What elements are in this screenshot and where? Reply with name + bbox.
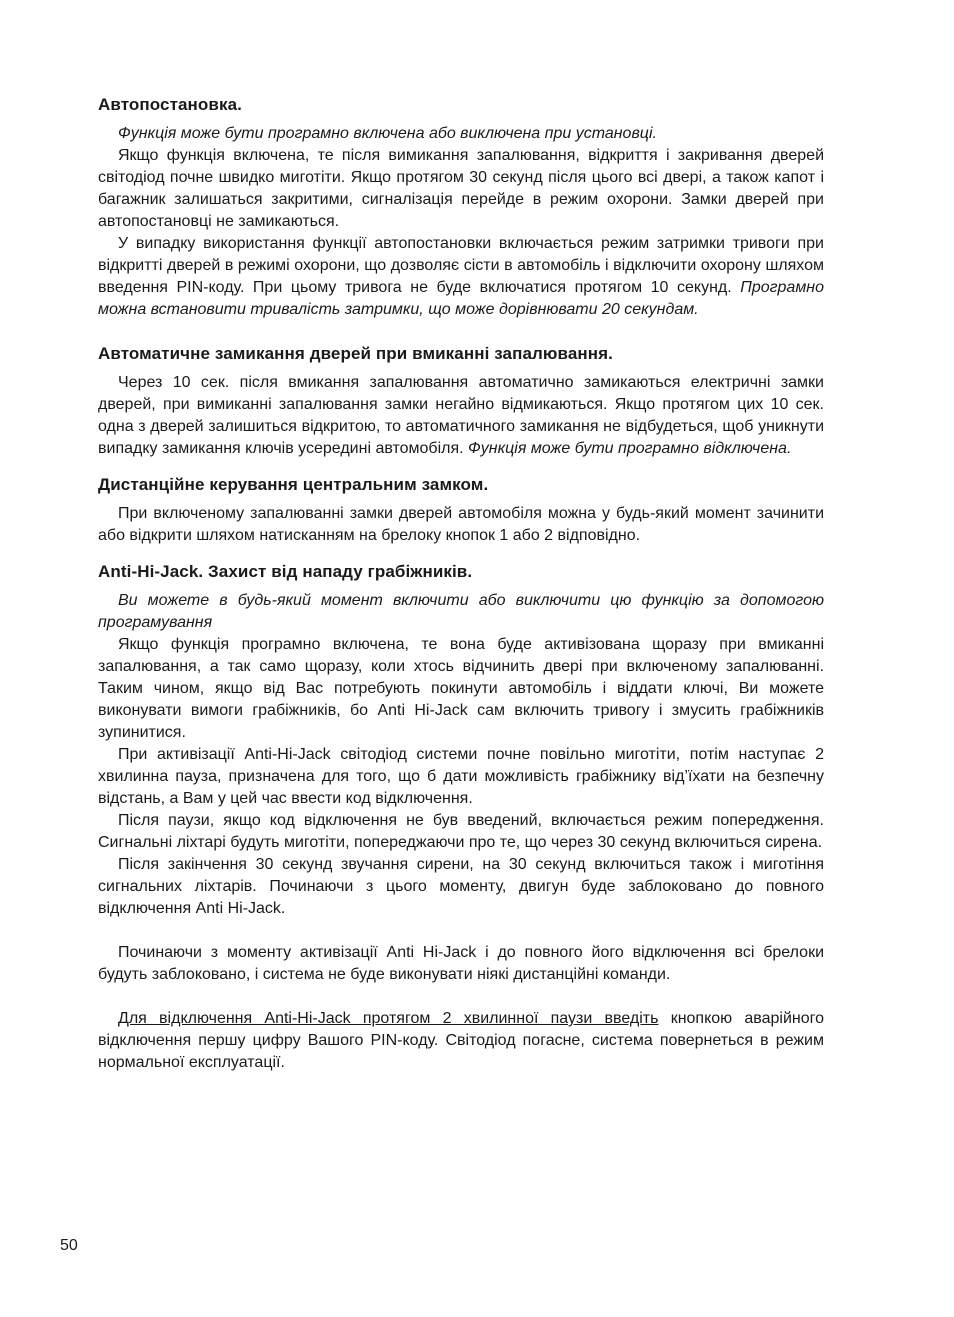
paragraph-text: У випадку використання функції автопостановки включається режим затримки тривоги при відкритті дверей в режимі охорони, що дозволяє сісти в автомобіль і відключити охорону шляхом введення PIN-коду. При цьому тривога не буде включатися протягом 10 секунд. xyxy=(98,235,824,296)
paragraph: При включеному запалюванні замки дверей автомобіля можна у будь-який момент зачинити або відкрити шляхом натисканням на брелоку кнопок 1 або 2 відповідно. xyxy=(98,505,824,544)
paragraph-italic-text: Програмно можна встановити тривалість затримки, що може дорівнювати 20 секундам. xyxy=(98,279,824,318)
paragraph: Якщо функція включена, те після вимикання запалювання, відкриття і закривання дверей світодіод почне швидко миготіти. Якщо протягом 30 секунд після цього всі двері, а також капот і багажник залишаться закритими, сигналізація перейде в режим охорони. Замки дверей при автопостановці не замикаються. xyxy=(98,147,824,230)
paragraph: Функція може бути програмно включена або виключена при установці. xyxy=(118,125,657,142)
paragraph: Якщо функція програмно включена, те вона буде активізована щоразу при вмиканні запалювання, а так само щоразу, коли хтось відчинить двері при включеному запалюванні. Таким чином, якщо від Вас потребують покинути автомобіль і віддати ключі, Ви можете виконувати вимоги грабіжників, бо Anti Hi-Jack сам включить тривогу і змусить грабіжників зупинитися. xyxy=(98,636,824,741)
paragraph-italic-text: Функція може бути програмно відключена. xyxy=(468,440,792,457)
paragraph xyxy=(98,233,824,321)
paragraph: При активізації Anti-Hi-Jack світодіод системи почне повільно миготіти, потім наступає 2 хвилинна пауза, призначена для того, що б дати можливість грабіжнику від’їхати на безпечну відстань, а Вам у цей час ввести код відключення. xyxy=(98,746,824,807)
document-page xyxy=(98,93,824,1087)
paragraph-text: кнопкою аварійного відключення першу цифру Вашого PIN-коду. Світодіод погасне, система повернеться в режим нормальної експлуатації. xyxy=(98,1010,825,1071)
section-title: Дистанційне керування центральним замком. xyxy=(98,475,489,494)
section-anti-hijack xyxy=(98,560,824,1074)
section-title: Автоматичне замикання дверей при вмиканні запалювання. xyxy=(98,344,614,363)
paragraph xyxy=(98,372,824,460)
section-auto-lock xyxy=(98,342,824,460)
section-title: Anti-Hi-Jack. Захист від нападу грабіжників. xyxy=(98,562,473,581)
paragraph xyxy=(98,1008,824,1074)
spacer xyxy=(98,920,824,942)
paragraph: Після закінчення 30 секунд звучання сирени, на 30 секунд включиться також і миготіння сигнальних ліхтарів. Починаючи з цього моменту, двигун буде заблоковано до повного відключення Anti Hi-Jack. xyxy=(98,856,824,917)
section-remote-lock xyxy=(98,473,824,547)
page-number: 50 xyxy=(60,1237,78,1254)
section-title: Автопостановка. xyxy=(98,95,242,114)
paragraph: Починаючи з моменту активізації Anti Hi-Jack і до повного його відключення всі брелоки будуть заблоковано, і система не буде виконувати ніякі дистанційні команди. xyxy=(98,944,824,983)
paragraph: Після паузи, якщо код відключення не був введений, включається режим попередження. Сигнальні ліхтарі будуть миготіти, попереджаючи про те, що через 30 секунд включиться сирена. xyxy=(98,812,824,851)
section-autoarming xyxy=(98,93,824,321)
underlined-text: Для відключення Anti-Hi-Jack протягом 2 хвилинної паузи введіть xyxy=(118,1010,659,1027)
paragraph-text: Через 10 сек. після вмикання запалювання автоматично замикаються електричні замки дверей, при вимиканні запалювання замки негайно відмикаються. Якщо протягом цих 10 сек. одна з дверей залишиться відкритою, то автоматичного замикання не відбудеться, щоб уникнути випадку замикання ключів усередині автомобіля. xyxy=(98,374,824,457)
paragraph: Ви можете в будь-який момент включити або виключити цю функцію за допомогою програмування xyxy=(98,592,824,631)
spacer xyxy=(98,986,824,1008)
